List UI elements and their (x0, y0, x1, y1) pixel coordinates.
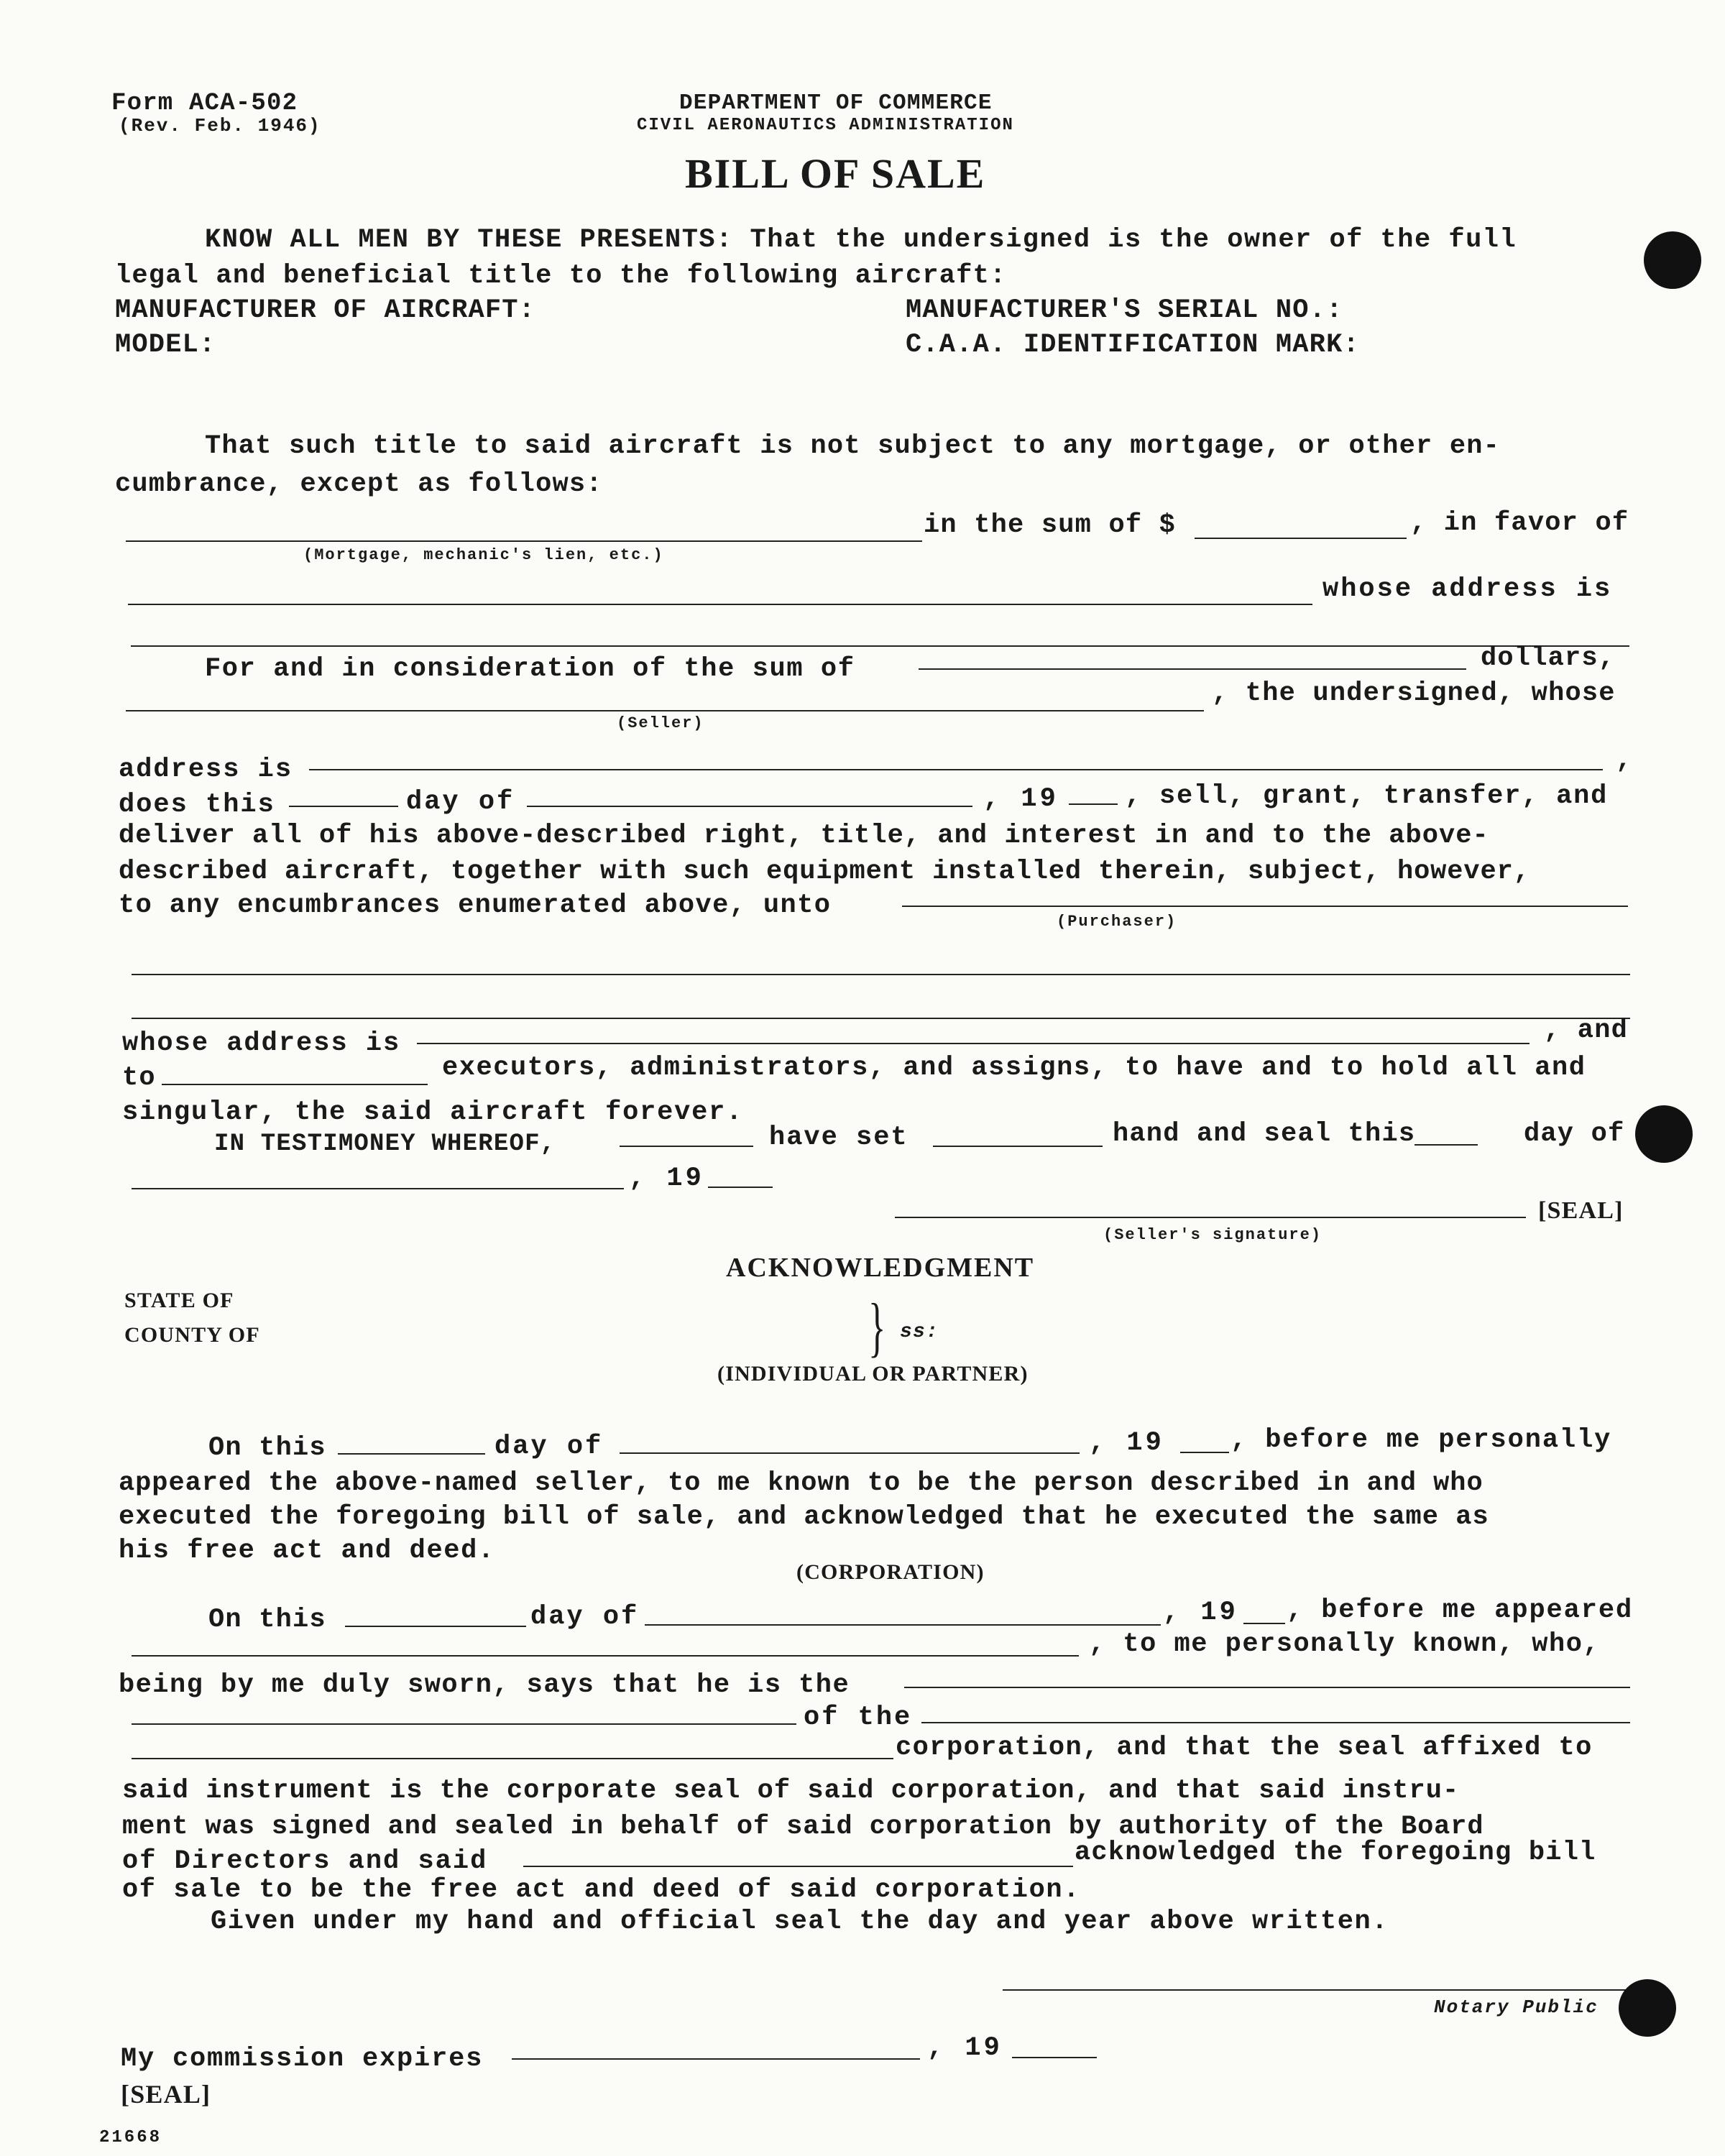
ind-line-4: his free act and deed. (119, 1536, 495, 1566)
corp-day-field[interactable] (345, 1626, 526, 1627)
corp-of-the-label: of the (804, 1703, 913, 1733)
notary-public-caption: Notary Public (1434, 1996, 1598, 2018)
corp-month-field[interactable] (645, 1624, 1161, 1626)
sale-day-field[interactable] (289, 806, 398, 807)
seller-name-field[interactable] (126, 710, 1204, 711)
corp-officer-name-field[interactable] (132, 1655, 1079, 1657)
purchaser-caption: (Purchaser) (1057, 913, 1177, 931)
intro-line-1: KNOW ALL MEN BY THESE PRESENTS: That the undersigned is the owner of the full (205, 225, 1517, 255)
does-this-label: does this (119, 790, 275, 820)
sell-grant-label: , sell, grant, transfer, and (1125, 781, 1609, 811)
purchaser-name-continued-field[interactable] (132, 974, 1630, 975)
seller-address-field[interactable] (309, 769, 1603, 770)
encumbrance-type-caption: (Mortgage, mechanic's lien, etc.) (303, 546, 664, 564)
testimony-party-field[interactable] (620, 1146, 753, 1147)
corp-day-of-label: day of (530, 1602, 640, 1632)
corp-corporation-label: corporation, and that the seal affixed to (896, 1733, 1593, 1763)
encumbrance-amount-field[interactable] (1195, 538, 1407, 539)
testimony-year-field[interactable] (708, 1187, 773, 1188)
corp-officer-title-field[interactable] (904, 1687, 1630, 1688)
encumbrance-line-1: That such title to said aircraft is not subject to any mortgage, or other en- (205, 431, 1501, 461)
corp-name-field[interactable] (921, 1722, 1630, 1723)
caa-mark-label: C.A.A. IDENTIFICATION MARK: (906, 330, 1360, 360)
testimony-month-field[interactable] (132, 1188, 624, 1189)
in-favor-of-label: , in favor of (1410, 508, 1629, 538)
sale-month-field[interactable] (527, 806, 972, 807)
corp-directors-label: of Directors and said (122, 1846, 488, 1876)
commission-year-field[interactable] (1012, 2057, 1097, 2058)
ind-day-field[interactable] (338, 1453, 485, 1455)
purchaser-name-field[interactable] (902, 906, 1628, 907)
acknowledgment-title: ACKNOWLEDGMENT (726, 1253, 1035, 1283)
address-is-label: address is (119, 755, 293, 785)
seller-signature-caption: (Seller's signature) (1103, 1226, 1322, 1244)
venue-brace: } (868, 1290, 886, 1363)
sum-of-label: in the sum of $ (924, 510, 1177, 540)
singular-line: singular, the said aircraft forever. (122, 1097, 744, 1128)
seller-caption: (Seller) (617, 714, 704, 732)
lien-holder-address-field[interactable] (131, 645, 1629, 647)
manufacturer-label: MANUFACTURER OF AIRCRAFT: (115, 295, 536, 326)
corp-officer-title-continued-field[interactable] (132, 1723, 796, 1725)
intro-line-2: legal and beneficial title to the following aircraft: (115, 261, 1007, 291)
purchaser-address-field[interactable] (417, 1043, 1530, 1044)
corp-free-act-line: of sale to be the free act and deed of said corporation. (122, 1875, 1081, 1905)
seller-signature-field[interactable] (895, 1217, 1526, 1218)
deliver-line: deliver all of his above-described right, title, and interest in and to the above- (119, 821, 1489, 851)
testimony-year-prefix: , 19 (629, 1164, 704, 1194)
commission-label: My commission expires (121, 2044, 484, 2074)
corp-line-a: said instrument is the corporate seal of said corporation, and that said instru- (122, 1776, 1460, 1806)
address-comma: , (1616, 745, 1633, 775)
sale-year-prefix: , 19 (983, 784, 1059, 814)
document-number: 21668 (99, 2128, 162, 2147)
serial-number-label: MANUFACTURER'S SERIAL NO.: (906, 295, 1343, 326)
form-revision: (Rev. Feb. 1946) (119, 115, 321, 137)
corp-officer-ack-field[interactable] (523, 1866, 1073, 1867)
ind-year-prefix: , 19 (1089, 1428, 1164, 1458)
have-set-label: have set (769, 1123, 908, 1153)
purchaser-name-extra-field[interactable] (132, 1018, 1630, 1019)
ind-on-this-label: On this (208, 1433, 326, 1463)
county-of-label: COUNTY OF (124, 1323, 260, 1347)
to-label: to (122, 1063, 156, 1093)
testimony-day-of-label: day of (1524, 1119, 1625, 1149)
state-of-label: STATE OF (124, 1289, 234, 1312)
administration-heading: CIVIL AERONAUTICS ADMINISTRATION (637, 116, 1014, 135)
model-label: MODEL: (115, 330, 216, 360)
executors-line: executors, administrators, and assigns, to have and to hold all and (442, 1053, 1586, 1083)
form-number: Form ACA-502 (111, 90, 298, 117)
testimony-pronoun-field[interactable] (933, 1146, 1103, 1147)
ind-month-field[interactable] (620, 1452, 1080, 1454)
purchaser-address-label: whose address is (122, 1028, 401, 1059)
encumbrance-line-2: cumbrance, except as follows: (115, 469, 603, 499)
corp-sworn-label: being by me duly sworn, says that he is the (119, 1670, 850, 1700)
purchaser-pronoun-field[interactable] (162, 1084, 428, 1085)
individual-heading: (INDIVIDUAL OR PARTNER) (717, 1362, 1029, 1386)
undersigned-whose-label: , the undersigned, whose (1212, 678, 1616, 709)
ss-label: ss: (900, 1321, 939, 1343)
corp-before-label: , before me appeared (1287, 1595, 1634, 1626)
whose-address-label: whose address is (1322, 574, 1613, 604)
dollars-label: dollars, (1481, 643, 1616, 673)
testimony-label: IN TESTIMONEY WHEREOF, (214, 1130, 556, 1158)
ind-line-3: executed the foregoing bill of sale, and acknowledged that he executed the same as (119, 1502, 1489, 1532)
punch-hole-bottom (1619, 1979, 1676, 2037)
notary-seal-label: [SEAL] (121, 2080, 211, 2109)
notary-signature-field[interactable] (1003, 1989, 1628, 1991)
to-any-line: to any encumbrances enumerated above, unto (119, 890, 832, 921)
described-line: described aircraft, together with such equipment installed therein, subject, however, (119, 857, 1530, 887)
corp-acknowledged-label: acknowledged the foregoing bill (1075, 1838, 1596, 1868)
corporation-heading: (CORPORATION) (796, 1560, 985, 1584)
sale-year-field[interactable] (1069, 803, 1118, 805)
consideration-amount-field[interactable] (919, 668, 1466, 670)
testimony-day-field[interactable] (1414, 1144, 1478, 1146)
corp-on-this-label: On this (208, 1605, 326, 1635)
punch-hole-top (1644, 231, 1701, 289)
department-heading: DEPARTMENT OF COMMERCE (679, 91, 993, 116)
commission-year-prefix: , 19 (927, 2033, 1003, 2063)
and-label: , and (1544, 1015, 1629, 1046)
corp-year-prefix: , 19 (1163, 1598, 1238, 1628)
ind-day-of-label: day of (494, 1432, 604, 1462)
ind-before-label: , before me personally (1230, 1425, 1612, 1455)
document-title: BILL OF SALE (685, 150, 986, 197)
corp-year-field[interactable] (1243, 1623, 1285, 1624)
ind-year-field[interactable] (1180, 1452, 1229, 1453)
hand-and-seal-label: hand and seal this (1113, 1119, 1416, 1149)
seal-label: [SEAL] (1538, 1197, 1624, 1224)
encumbrance-type-field[interactable] (126, 540, 922, 542)
consideration-label: For and in consideration of the sum of (205, 654, 855, 684)
given-under-line: Given under my hand and official seal the day and year above written. (211, 1907, 1389, 1937)
sale-day-of-label: day of (406, 787, 515, 817)
punch-hole-middle (1635, 1105, 1693, 1163)
corp-line-b: ment was signed and sealed in behalf of said corporation by authority of the Board (122, 1812, 1484, 1842)
corp-known-label: , to me personally known, who, (1089, 1629, 1601, 1659)
ind-line-2: appeared the above-named seller, to me known to be the person described in and who (119, 1468, 1484, 1498)
lien-holder-field[interactable] (128, 604, 1312, 605)
commission-date-field[interactable] (512, 2058, 920, 2060)
corp-name-continued-field[interactable] (132, 1758, 893, 1759)
